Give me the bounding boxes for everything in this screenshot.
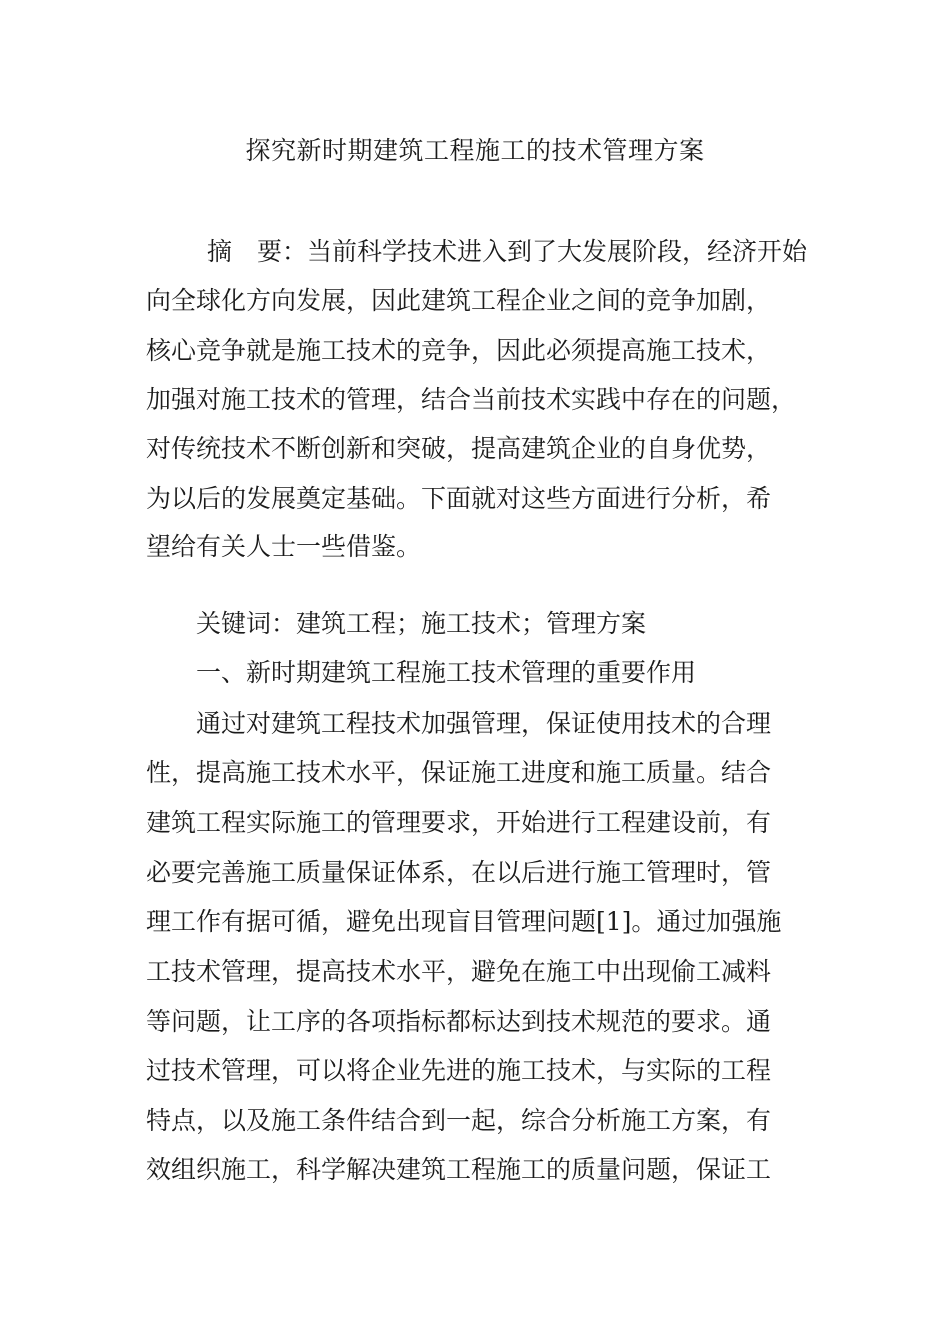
body-line: 效组织施工，科学解决建筑工程施工的质量问题，保证工	[146, 1155, 772, 1184]
abstract-line: 为以后的发展奠定基础。下面就对这些方面进行分析，希	[146, 484, 772, 513]
body-line: 建筑工程实际施工的管理要求，开始进行工程建设前，有	[146, 808, 772, 837]
body-line: 等问题，让工序的各项指标都标达到技术规范的要求。通	[146, 1007, 772, 1036]
abstract-line: 加强对施工技术的管理，结合当前技术实践中存在的问题，	[146, 385, 797, 414]
abstract-line: 向全球化方向发展，因此建筑工程企业之间的竞争加剧，	[146, 286, 772, 315]
body-line: 过技术管理，可以将企业先进的施工技术，与实际的工程	[146, 1056, 772, 1085]
document-title: 探究新时期建筑工程施工的技术管理方案	[245, 136, 705, 165]
keywords-line: 关键词：建筑工程；施工技术；管理方案	[196, 609, 647, 638]
section-heading: 一、新时期建筑工程施工技术管理的重要作用	[196, 658, 697, 687]
body-line: 通过对建筑工程技术加强管理，保证使用技术的合理	[196, 709, 772, 738]
body-line: 特点，以及施工条件结合到一起，综合分析施工方案，有	[146, 1106, 772, 1135]
body-line: 理工作有据可循，避免出现盲目管理问题[1]。通过加强施	[146, 907, 782, 936]
abstract-line: 对传统技术不断创新和突破，提高建筑企业的自身优势，	[146, 434, 772, 463]
body-line: 必要完善施工质量保证体系，在以后进行施工管理时，管	[146, 858, 772, 887]
abstract-line: 摘 要：当前科学技术进入到了大发展阶段，经济开始	[182, 237, 808, 266]
body-line: 工技术管理，提高技术水平，避免在施工中出现偷工减料	[146, 957, 772, 986]
abstract-line: 望给有关人士一些借鉴。	[146, 532, 422, 561]
abstract-line: 核心竞争就是施工技术的竞争，因此必须提高施工技术，	[146, 336, 772, 365]
body-line: 性，提高施工技术水平，保证施工进度和施工质量。结合	[146, 758, 772, 787]
